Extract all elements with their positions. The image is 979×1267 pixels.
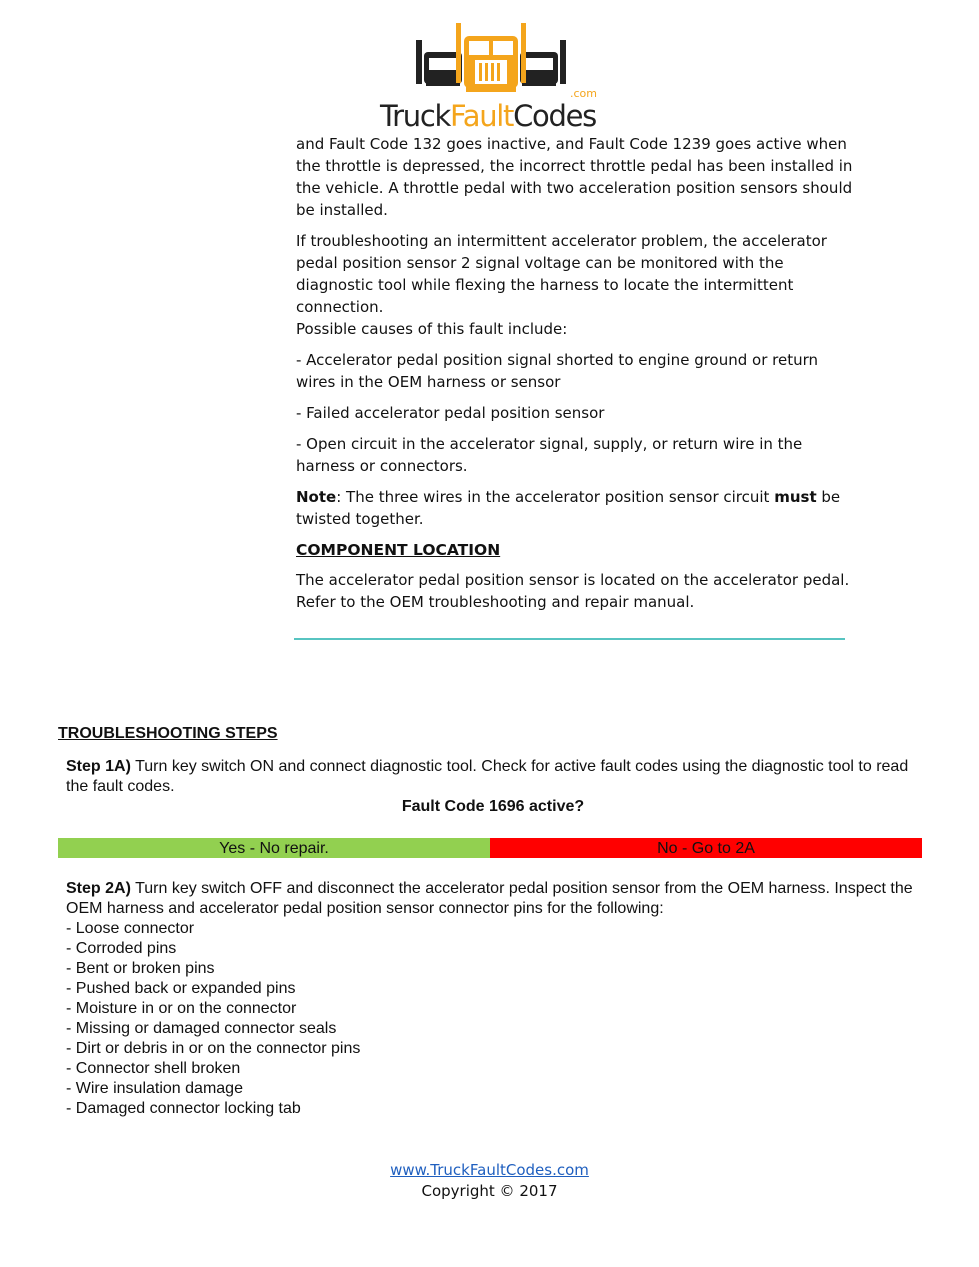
component-location-heading: COMPONENT LOCATION (296, 541, 501, 559)
brand-wordmark (380, 99, 596, 133)
step-1a-text: Turn key switch ON and connect diagnostic tool. Check for active fault codes using the diagnostic tool to read the fault codes. (66, 758, 909, 795)
cause-item: - Failed accelerator pedal position sensor (296, 404, 605, 422)
list-item: - Bent or broken pins (66, 960, 215, 977)
causes-intro: Possible causes of this fault include: (296, 320, 568, 338)
step-1a (66, 757, 928, 797)
no-outcome: No - Go to 2A (490, 838, 922, 858)
note-text-2: be twisted together. (296, 488, 841, 528)
step-2a-label: Step 2A) (66, 880, 131, 897)
troubleshooting-section (58, 724, 928, 1119)
note-emphasis: must (774, 488, 817, 506)
intro-paragraph-2: If troubleshooting an intermittent accelerator problem, the accelerator pedal position sensor 2 signal voltage can be monitored with the diagnostic tool while flexing the harness to locate the intermittent connection. (296, 232, 827, 316)
brand-name-part2: Fault (450, 99, 514, 133)
component-location-text: The accelerator pedal position sensor is located on the accelerator pedal. Refer to the OEM troubleshooting and repair manual. (296, 571, 850, 611)
list-item: - Corroded pins (66, 940, 177, 957)
page-footer (0, 1160, 979, 1202)
note-text-1: : The three wires in the accelerator position sensor circuit (336, 488, 775, 506)
decision-row (58, 838, 922, 858)
list-item: - Missing or damaged connector seals (66, 1020, 337, 1037)
cause-item: - Open circuit in the accelerator signal, supply, or return wire in the harness or connectors. (296, 435, 803, 475)
truck-icon (376, 18, 606, 98)
brand-name-part3: Codes (513, 99, 596, 133)
note-label: Note (296, 488, 337, 506)
step-2a-text: Turn key switch OFF and disconnect the accelerator pedal position sensor from the OEM harness. Inspect the OEM harness and accelerator pedal position sensor connector pins for the following: (66, 880, 913, 917)
list-item: - Dirt or debris in or on the connector pins (66, 1040, 361, 1057)
website-link[interactable]: www.TruckFaultCodes.com (390, 1161, 589, 1179)
list-item: - Connector shell broken (66, 1060, 241, 1077)
intro-paragraph-1: and Fault Code 132 goes inactive, and Fault Code 1239 goes active when the throttle is depressed, the incorrect throttle pedal has been installed in the vehicle. A throttle pedal with two acceleration position sensors should be installed. (296, 135, 853, 219)
list-item: - Loose connector (66, 920, 195, 937)
brand-logo (376, 18, 606, 133)
list-item: - Pushed back or expanded pins (66, 980, 296, 997)
list-item: - Wire insulation damage (66, 1080, 243, 1097)
list-item: - Moisture in or on the connector (66, 1000, 297, 1017)
inspection-checklist (66, 919, 928, 1119)
step-1a-label: Step 1A) (66, 758, 131, 775)
step-1a-question: Fault Code 1696 active? (401, 798, 585, 815)
yes-outcome: Yes - No repair. (58, 838, 490, 858)
step-2a (66, 879, 928, 919)
list-item: - Damaged connector locking tab (66, 1100, 301, 1117)
brand-suffix: .com (570, 87, 597, 100)
section-divider (294, 638, 845, 640)
brand-name-part1: Truck (380, 99, 450, 133)
troubleshooting-title: TROUBLESHOOTING STEPS (58, 725, 278, 742)
copyright-text: Copyright © 2017 (421, 1182, 558, 1200)
intro-column (296, 133, 856, 622)
note-paragraph (296, 486, 856, 530)
cause-item: - Accelerator pedal position signal shorted to engine ground or return wires in the OEM harness or sensor (296, 351, 819, 391)
